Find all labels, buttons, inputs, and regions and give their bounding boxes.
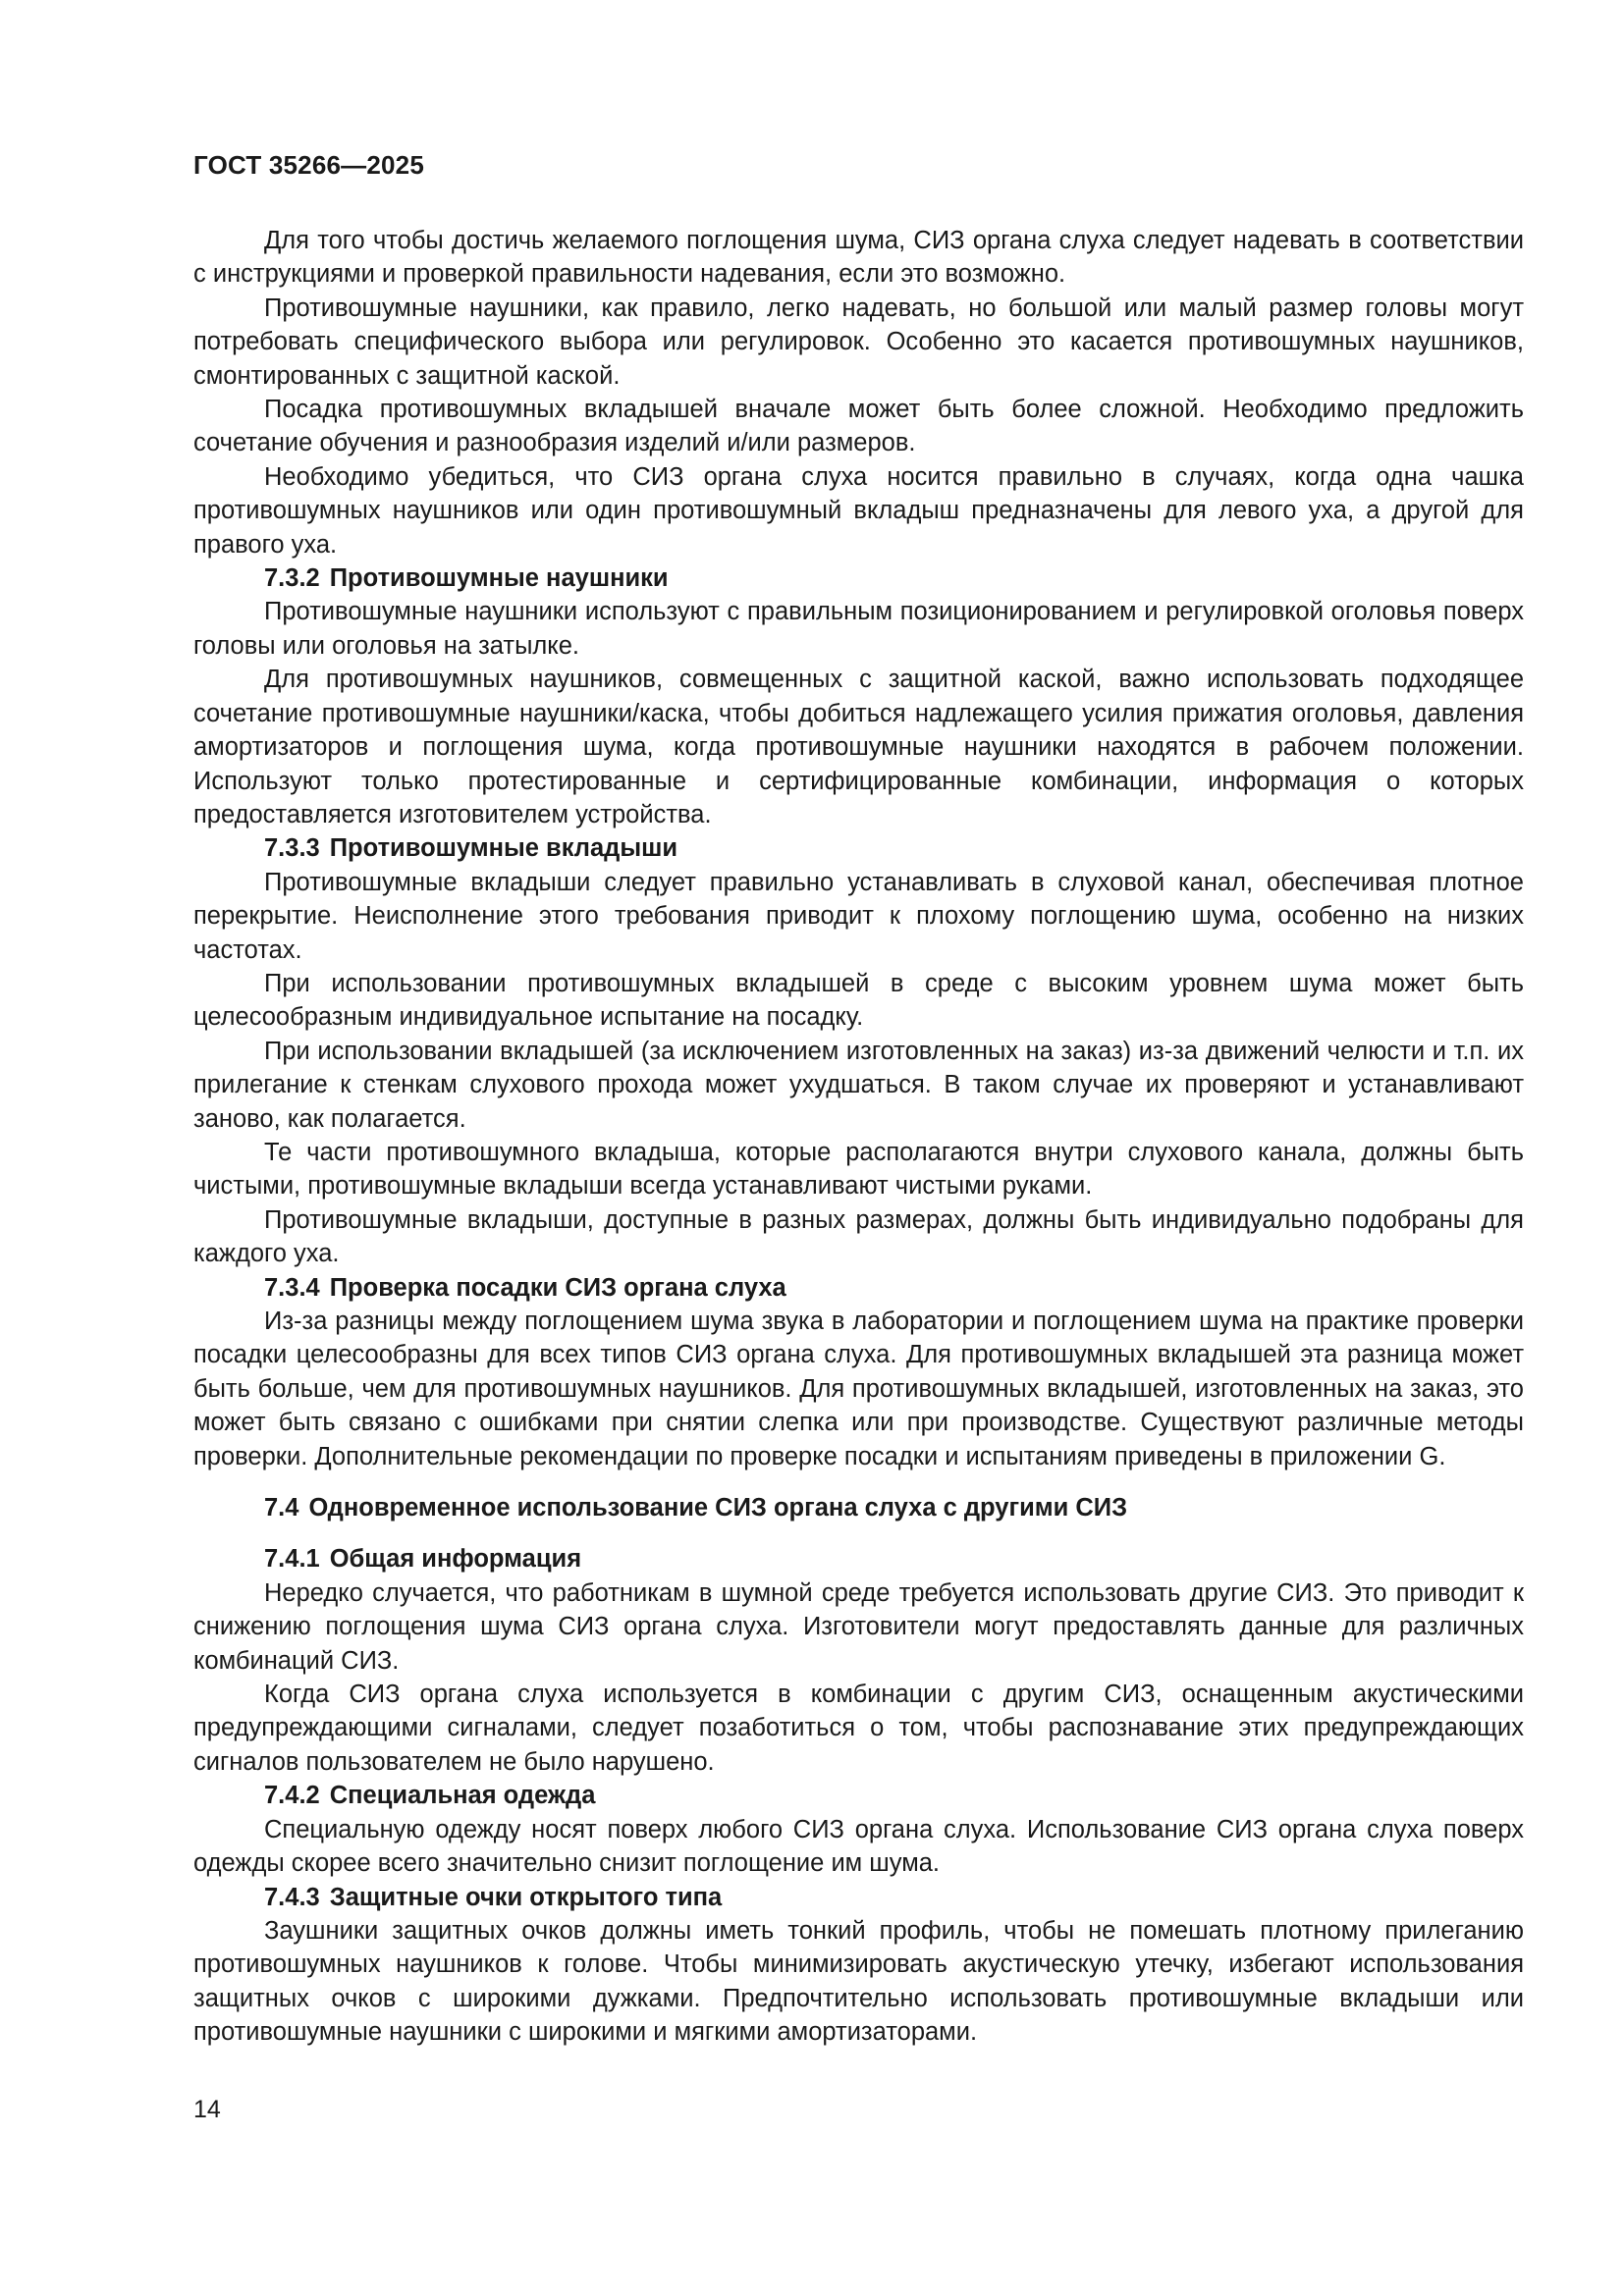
paragraph: Противошумные наушники используют с правильным позиционированием и регулировкой оголовья поверх головы или оголовья на затылке.	[193, 598, 1524, 660]
paragraph: Заушники защитных очков должны иметь тонкий профиль, чтобы не помешать плотному прилеганию противошумных наушников к голове. Чтобы минимизировать акустическую утечку, избегают использования защитных очков с широкими дужками. Предпочтительно использовать противошумные вкладыши или противошумные наушники с широкими и мягкими амортизаторами.	[193, 1916, 1524, 2047]
paragraph: Противошумные вкладыши, доступные в разных размерах, должны быть индивидуально подобраны для каждого уха.	[193, 1205, 1524, 1268]
paragraph: Противошумные наушники, как правило, легко надевать, но большой или малый размер головы могут потребовать специфического выбора или регулировок. Особенно это касается противошумных наушников, смонтированных с защитной каской.	[193, 294, 1524, 390]
paragraph: Когда СИЗ органа слуха используется в комбинации с другим СИЗ, оснащенным акустическими предупреждающими сигналами, следует позаботиться о том, чтобы распознавание этих предупреждающих сигналов пользователем не было нарушено.	[193, 1681, 1524, 1776]
heading-title: Специальная одежда	[329, 1782, 596, 1810]
heading-title: Противошумные наушники	[329, 564, 669, 593]
document-header: ГОСТ 35266—2025	[193, 150, 424, 180]
heading-7-4	[193, 1491, 1524, 1524]
paragraph: При использовании вкладышей (за исключением изготовленных на заказ) из-за движений челюсти и т.п. их прилегание к стенкам слухового прохода может ухудшаться. В таком случае их проверяют и устанавливают заново, как полагается.	[193, 1037, 1524, 1133]
paragraph: Необходимо убедиться, что СИЗ органа слуха носится правильно в случаях, когда одна чашка противошумных наушников или один противошумный вкладыш предназначены для левого уха, а другой для правого уха.	[193, 462, 1524, 559]
heading-number: 7.4.3	[264, 1883, 320, 1911]
heading-number: 7.4.2	[264, 1782, 320, 1810]
document-body	[193, 224, 1524, 2050]
heading-7-3-2	[193, 561, 1524, 595]
heading-number: 7.3.3	[264, 834, 320, 863]
paragraph: Для того чтобы достичь желаемого поглощения шума, СИЗ органа слуха следует надевать в соответствии с инструкциями и проверкой правильности надевания, если это возможно.	[193, 227, 1524, 289]
paragraph: Нередко случается, что работникам в шумной среде требуется использовать другие СИЗ. Это приводит к снижению поглощения шума СИЗ органа слуха. Изготовители могут предоставлять данные для различных комбинаций СИЗ.	[193, 1578, 1524, 1675]
heading-title: Защитные очки открытого типа	[329, 1883, 723, 1911]
heading-7-4-1	[193, 1542, 1524, 1575]
paragraph: Для противошумных наушников, совмещенных с защитной каской, важно использовать подходящее сочетание противошумные наушники/каска, чтобы добиться надлежащего усилия прижатия оголовья, давления амортизаторов и поглощения шума, когда противошумные наушники находятся в рабочем положении. Используют только протестированные и сертифицированные комбинации, информация о которых предоставляется изготовителем устройства.	[193, 666, 1524, 828]
page-number: 14	[193, 2096, 221, 2123]
paragraph: Посадка противошумных вкладышей вначале может быть более сложной. Необходимо предложить сочетание обучения и разнообразия изделий и/или размеров.	[193, 396, 1524, 457]
heading-7-4-3	[193, 1881, 1524, 1914]
heading-7-4-2	[193, 1779, 1524, 1812]
heading-title: Одновременное использование СИЗ органа слуха с другими СИЗ	[308, 1494, 1128, 1522]
paragraph: Противошумные вкладыши следует правильно устанавливать в слуховой канал, обеспечивая плотное перекрытие. Неисполнение этого требования приводит к плохому поглощению шума, особенно на низких частотах.	[193, 868, 1524, 964]
heading-number: 7.3.4	[264, 1273, 320, 1302]
paragraph: При использовании противошумных вкладышей в среде с высоким уровнем шума может быть целесообразным индивидуальное испытание на посадку.	[193, 969, 1524, 1032]
paragraph: Из-за разницы между поглощением шума звука в лаборатории и поглощением шума на практике проверки посадки целесообразны для всех типов СИЗ органа слуха. Для противошумных вкладышей эта разница может быть больше, чем для противошумных наушников. Для противошумных вкладышей, изготовленных на заказ, это может быть связано с ошибками при снятии слепка или при производстве. Существуют различные методы проверки. Дополнительные рекомендации по проверке посадки и испытаниям приведены в приложении G.	[193, 1308, 1524, 1470]
heading-7-3-4	[193, 1271, 1524, 1305]
heading-number: 7.4.1	[264, 1545, 320, 1574]
paragraph: Те части противошумного вкладыша, которые располагаются внутри слухового канала, должны быть чистыми, противошумные вкладыши всегда устанавливают чистыми руками.	[193, 1138, 1524, 1201]
heading-7-3-3	[193, 831, 1524, 865]
heading-title: Общая информация	[329, 1545, 582, 1574]
heading-title: Противошумные вкладыши	[329, 834, 678, 863]
document-page	[193, 0, 1524, 2296]
heading-title: Проверка посадки СИЗ органа слуха	[329, 1273, 786, 1302]
heading-number: 7.4	[264, 1494, 299, 1522]
paragraph: Специальную одежду носят поверх любого СИЗ органа слуха. Использование СИЗ органа слуха поверх одежды скорее всего значительно снизит поглощение им шума.	[193, 1815, 1524, 1878]
heading-number: 7.3.2	[264, 564, 320, 593]
